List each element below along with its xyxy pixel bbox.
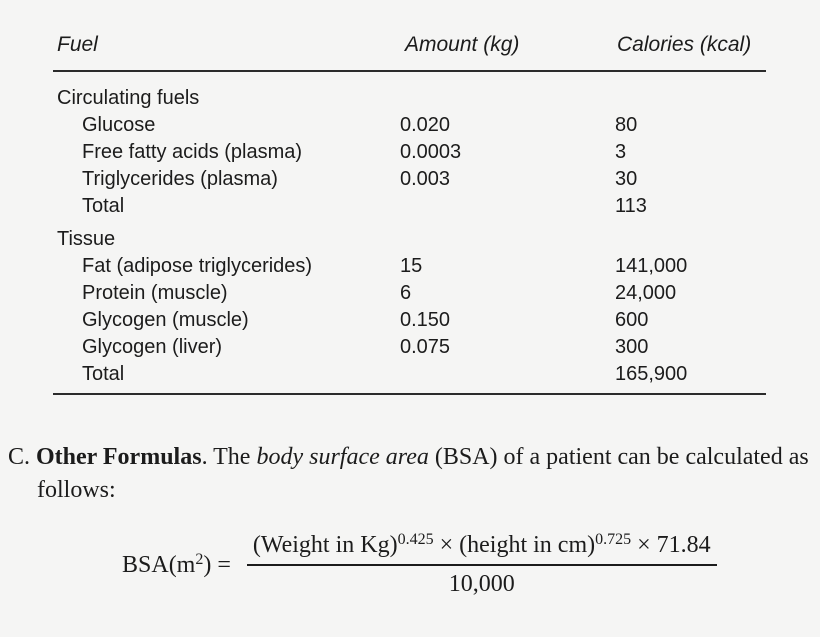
formula-fraction bbox=[247, 530, 717, 599]
table-header-row bbox=[53, 32, 766, 70]
formula-lhs-exponent: 2 bbox=[195, 550, 204, 568]
amount-cell: 6 bbox=[400, 282, 412, 304]
amount-cell: 0.0003 bbox=[400, 141, 462, 163]
paragraph-bold-heading: Other Formulas bbox=[36, 444, 202, 470]
calories-cell: 113 bbox=[615, 195, 647, 217]
paragraph-lead: C. bbox=[8, 444, 37, 470]
amount-cell: 0.150 bbox=[400, 309, 451, 331]
formula-lhs bbox=[122, 550, 237, 580]
calories-cell: 600 bbox=[615, 309, 649, 331]
amount-cell: 0.003 bbox=[400, 168, 451, 190]
table-row-total bbox=[53, 361, 766, 388]
column-header-calories: Calories (kcal) bbox=[617, 33, 752, 56]
formula-lhs-base: BSA(m bbox=[122, 551, 196, 578]
table-row bbox=[53, 139, 766, 166]
amount-cell: 15 bbox=[400, 255, 423, 277]
table-row bbox=[53, 112, 766, 139]
calories-cell: 165,900 bbox=[615, 363, 688, 385]
height-exponent: 0.725 bbox=[595, 531, 632, 548]
fuel-name-cell: Free fatty acids (plasma) bbox=[82, 141, 303, 163]
table-bottom-rule bbox=[53, 393, 766, 395]
weight-exponent: 0.425 bbox=[397, 531, 434, 548]
paragraph-line-2: follows: bbox=[37, 477, 116, 503]
table-row-total bbox=[53, 193, 766, 220]
table-row bbox=[53, 166, 766, 193]
formula-equals: ) = bbox=[203, 551, 237, 578]
fuel-name-cell: Total bbox=[82, 195, 125, 217]
calories-cell: 30 bbox=[615, 168, 638, 190]
table-body bbox=[53, 72, 766, 388]
calories-cell: 300 bbox=[615, 336, 649, 358]
bsa-formula bbox=[122, 530, 717, 599]
fuel-name-cell: Triglycerides (plasma) bbox=[82, 168, 278, 190]
fuel-name-cell: Fat (adipose triglycerides) bbox=[82, 255, 313, 277]
paragraph-tail: (BSA) of a patient can be calculated as bbox=[428, 444, 809, 470]
numerator-weight-term: (Weight in Kg) bbox=[252, 532, 398, 558]
other-formulas-paragraph bbox=[8, 441, 814, 507]
fuel-name-cell: Total bbox=[82, 363, 125, 385]
numerator-height-term: (height in cm) bbox=[459, 532, 596, 558]
numerator-constant: × 71.84 bbox=[631, 532, 711, 558]
table-row bbox=[53, 307, 766, 334]
calories-cell: 141,000 bbox=[615, 255, 688, 277]
fuel-name-cell: Protein (muscle) bbox=[82, 282, 228, 304]
calories-cell: 3 bbox=[615, 141, 627, 163]
section-title: Circulating fuels bbox=[57, 87, 200, 109]
amount-cell: 0.020 bbox=[400, 114, 451, 136]
calories-cell: 24,000 bbox=[615, 282, 677, 304]
column-header-amount: Amount (kg) bbox=[405, 33, 520, 56]
formula-denominator: 10,000 bbox=[448, 571, 515, 597]
paragraph-line-1 bbox=[8, 441, 814, 474]
column-header-fuel: Fuel bbox=[57, 33, 98, 56]
table-row bbox=[53, 334, 766, 361]
amount-cell bbox=[400, 193, 615, 220]
fuel-name-cell: Glucose bbox=[82, 114, 156, 136]
table-row bbox=[53, 280, 766, 307]
section-title: Tissue bbox=[57, 228, 116, 250]
amount-cell: 0.075 bbox=[400, 336, 451, 358]
formula-numerator bbox=[247, 530, 717, 566]
paragraph-italic-term: body surface area bbox=[256, 444, 429, 470]
table-section-tissue bbox=[53, 226, 766, 388]
fuel-name-cell: Glycogen (liver) bbox=[82, 336, 223, 358]
calories-cell: 80 bbox=[615, 114, 638, 136]
table-row bbox=[53, 253, 766, 280]
fuel-table bbox=[53, 32, 766, 395]
amount-cell bbox=[400, 361, 615, 388]
table-section-circulating-fuels bbox=[53, 85, 766, 220]
fuel-name-cell: Glycogen (muscle) bbox=[82, 309, 249, 331]
multiply-sign: × bbox=[433, 532, 460, 558]
paragraph-mid: . The bbox=[201, 444, 257, 470]
